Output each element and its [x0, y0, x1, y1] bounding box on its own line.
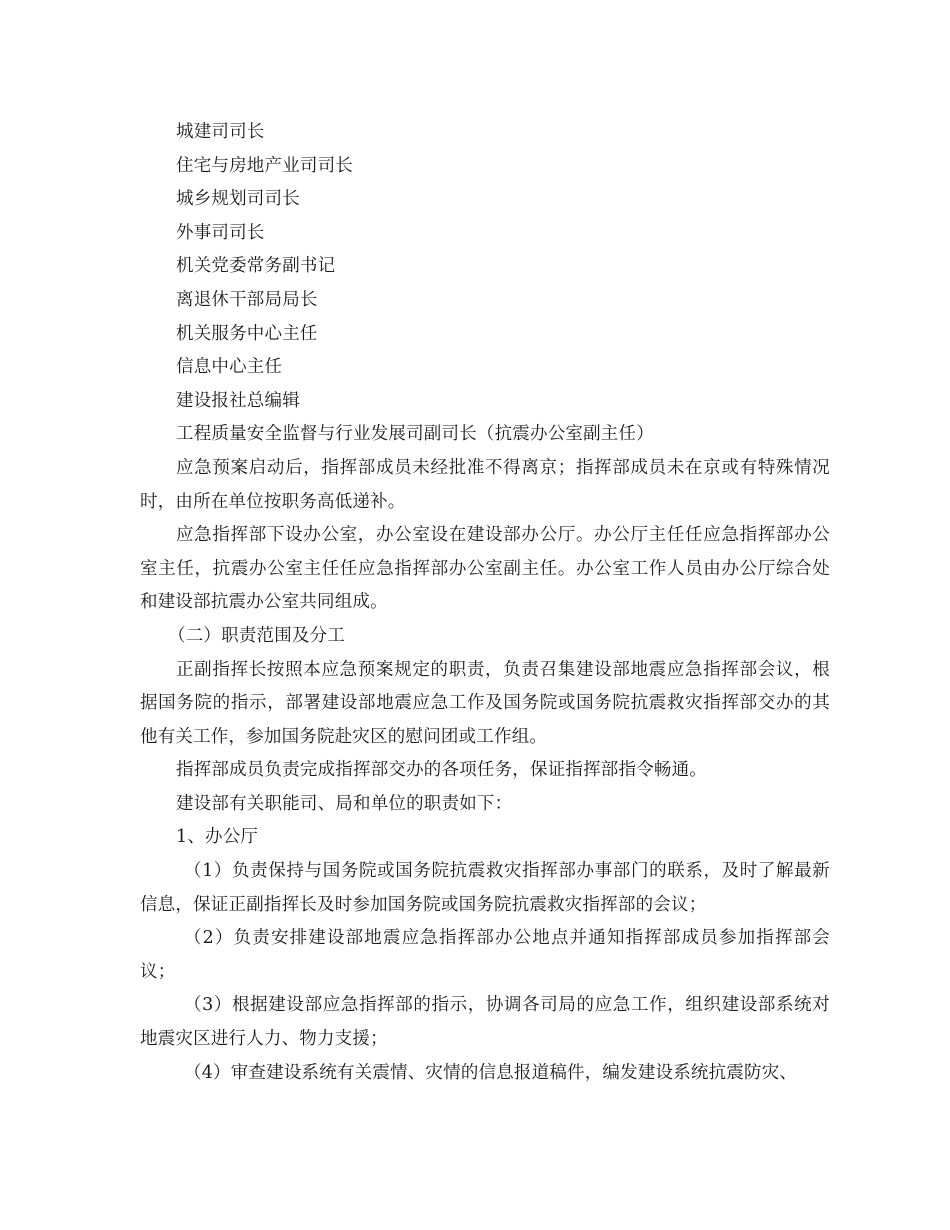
paragraph-member-duties: 指挥部成员负责完成指挥部交办的各项任务，保证指挥部指令畅通。	[176, 760, 707, 781]
member-line: 城建司司长	[176, 122, 265, 142]
document-body	[140, 116, 830, 1090]
paragraph-office-setup: 应急指挥部下设办公室，办公室设在建设部办公厅。办公厅主任任应急指挥部办公室主任，抗震办公室主任任应急指挥部办公室副主任。办公室工作人员由办公厅综合处和建设部抗震办公室共同组成。	[140, 525, 830, 613]
member-line: 住宅与房地产业司司长	[176, 155, 353, 176]
section-heading-duties: （二）职责范围及分工	[168, 625, 345, 646]
office-heading: 1、办公厅	[176, 827, 259, 848]
member-line: 机关服务中心主任	[176, 323, 318, 344]
member-line: 机关党委常务副书记	[176, 256, 336, 277]
office-duty-item: （1）负责保持与国务院或国务院抗震救灾指挥部办事部门的联系，及时了解最新信息，保证正副指挥长及时参加国务院或国务院抗震救灾指挥部的会议；	[140, 861, 830, 915]
member-line: 建设报社总编辑	[176, 390, 300, 411]
member-line: 离退休干部局局长	[176, 289, 318, 310]
office-duty-item: （4）审查建设系统有关震情、灾情的信息报道稿件，编发建设系统抗震防灾、	[184, 1062, 798, 1083]
paragraph-substitution-rule: 应急预案启动后，指挥部成员未经批准不得离京；指挥部成员未在京或有特殊情况时，由所在单位按职务高低递补。	[140, 457, 830, 512]
member-line: 工程质量安全监督与行业发展司副司长（抗震办公室副主任）	[176, 424, 654, 445]
office-duty-item: （2）负责安排建设部地震应急指挥部办公地点并通知指挥部成员参加指挥部会议；	[140, 928, 830, 982]
paragraph-department-intro: 建设部有关职能司、局和单位的职责如下：	[176, 793, 513, 814]
member-line: 城乡规划司司长	[176, 189, 300, 210]
member-line: 信息中心主任	[176, 357, 283, 378]
office-duty-item: （3）根据建设部应急指挥部的指示，协调各司局的应急工作，组织建设部系统对地震灾区进行人力、物力支援；	[140, 995, 830, 1050]
member-line: 外事司司长	[176, 222, 265, 243]
paragraph-commander-duties: 正副指挥长按照本应急预案规定的职责，负责召集建设部地震应急指挥部会议，根据国务院的指示，部署建设部地震应急工作及国务院或国务院抗震救灾指挥部交办的其他有关工作，参加国务院赴灾区的慰问团或工作组。	[140, 659, 830, 747]
